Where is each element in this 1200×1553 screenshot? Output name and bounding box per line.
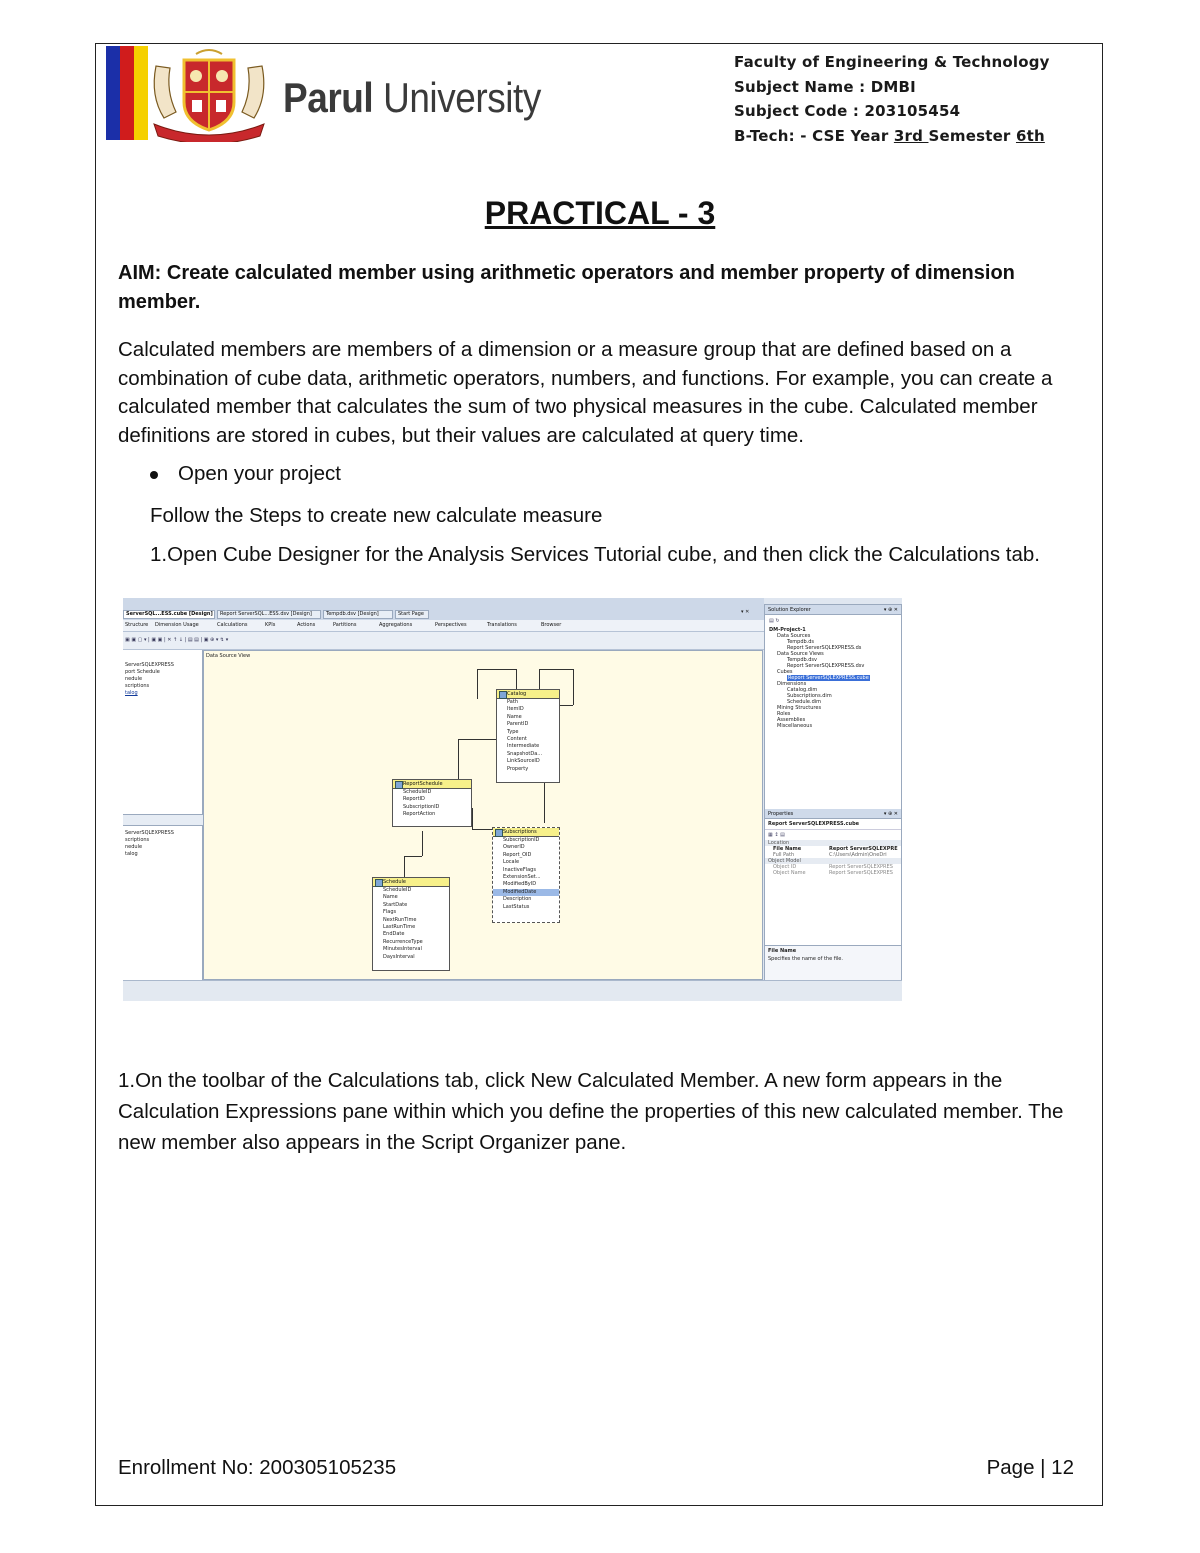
column-row: ScheduleID xyxy=(383,887,412,893)
left-item[interactable]: scriptions xyxy=(125,837,150,843)
tables-pane xyxy=(123,650,203,980)
btech-line xyxy=(734,124,1050,149)
column-row: Locale xyxy=(503,859,520,866)
course-info xyxy=(734,50,1050,148)
rel-line xyxy=(477,669,517,670)
column-row: Description xyxy=(503,896,532,903)
toolbar-icons[interactable]: ▣ ▣ ▢ ▾ | ▣ ▣ | ✕ ↑ ↓ | ▤ ▤ | ▣ ⊕ ▾ ↯ ▾ xyxy=(125,637,229,643)
tree-folder[interactable]: Data Source Views xyxy=(777,651,824,657)
close-doc-icon[interactable]: ▾ ✕ xyxy=(741,609,750,615)
doc-tab-start-page[interactable]: Start Page xyxy=(395,610,429,619)
year-value: 3rd xyxy=(893,126,929,145)
cube-designer-screenshot xyxy=(123,598,902,1001)
column-row: LastStatus xyxy=(503,903,530,910)
column-row: Type xyxy=(507,728,519,735)
table-header: Catalog xyxy=(497,690,559,699)
column-row: Report_OID xyxy=(503,851,532,858)
step-1-text: 1.Open Cube Designer for the Analysis Services Tutorial cube, and then click the Calculations tab. xyxy=(150,543,1040,566)
table-schedule[interactable] xyxy=(372,877,450,971)
rel-line xyxy=(422,831,423,856)
prop-value[interactable]: Report ServerSQLEXPRES xyxy=(829,864,893,870)
prop-label: Object ID xyxy=(773,864,797,870)
column-row: Path xyxy=(507,699,518,705)
column-row: Flags xyxy=(383,909,397,916)
column-row: Intermediate xyxy=(507,743,540,750)
solution-explorer-title xyxy=(765,605,901,615)
prop-row xyxy=(765,870,901,876)
tab-partitions[interactable]: Partitions xyxy=(333,622,357,628)
column-row: ParentID xyxy=(507,721,529,728)
tab-kpis[interactable]: KPIs xyxy=(265,622,276,628)
column-row: ItemID xyxy=(507,706,524,713)
tree-folder[interactable]: Cubes xyxy=(777,669,793,675)
wordmark-bold: Parul xyxy=(283,74,374,121)
subject-name-line: Subject Name : DMBI xyxy=(734,77,916,96)
bullet-item xyxy=(150,462,341,486)
tab-actions[interactable]: Actions xyxy=(297,622,316,628)
column-row: ModifiedByID xyxy=(503,881,537,888)
tab-browser[interactable]: Browser xyxy=(541,622,562,628)
tab-calculations[interactable]: Calculations xyxy=(217,622,248,628)
rel-line xyxy=(404,856,422,857)
page-number: Page | 12 xyxy=(986,1456,1074,1479)
left-item[interactable]: talog xyxy=(125,690,138,696)
tab-translations[interactable]: Translations xyxy=(487,622,517,628)
brand-stripe-red xyxy=(120,46,134,140)
doc-tab-cube[interactable]: ServerSQL...ESS.cube [Design] xyxy=(123,610,215,619)
left-item[interactable]: port Schedule xyxy=(125,669,160,675)
column-row: ExtensionSet... xyxy=(503,874,541,881)
tree-item[interactable]: Subscriptions.dim xyxy=(787,693,832,699)
tab-aggregations[interactable]: Aggregations xyxy=(379,622,413,628)
right-panes xyxy=(764,604,902,982)
table-header: Subscriptions xyxy=(493,828,559,837)
column-row: OwnerID xyxy=(503,844,525,851)
left-item[interactable]: ServerSQLEXPRESS xyxy=(125,662,174,668)
column-row: NextRunTime xyxy=(383,916,417,923)
column-row: ReportID xyxy=(403,796,425,803)
column-row: EndDate xyxy=(383,931,405,938)
prop-label: File Name xyxy=(773,846,802,852)
tree-item-project[interactable]: DM-Project-1 xyxy=(769,627,806,633)
category-object-model[interactable]: Object Model xyxy=(765,858,901,864)
pane-controls-icon[interactable]: ▾ ⊕ ✕ xyxy=(883,607,898,613)
column-row-selected: ModifiedDate xyxy=(493,889,559,896)
solution-tree xyxy=(765,627,901,729)
properties-toolbar-icons[interactable]: ▦ ↕ ▤ xyxy=(768,832,785,838)
column-row: Content xyxy=(507,736,527,743)
column-row: ReportAction xyxy=(403,811,436,818)
tree-item[interactable]: Schedule.dim xyxy=(787,699,821,705)
column-row: MinutesInterval xyxy=(383,946,422,953)
tree-folder[interactable]: Miscellaneous xyxy=(777,723,813,729)
column-row: InactiveFlags xyxy=(503,866,536,873)
tree-item[interactable]: Catalog.dim xyxy=(787,687,818,693)
prop-value[interactable]: Report ServerSQLEXPRES xyxy=(829,870,893,876)
diagram-label: Data Source View xyxy=(206,653,251,659)
column-row: Name xyxy=(383,894,398,901)
tree-folder[interactable]: Roles xyxy=(777,711,791,717)
tree-folder[interactable]: Data Sources xyxy=(777,633,811,639)
solution-explorer-label: Solution Explorer xyxy=(768,607,811,613)
pane-splitter[interactable] xyxy=(123,814,203,826)
table-header: Schedule xyxy=(373,878,449,887)
aim-statement: AIM: Create calculated member using arithmetic operators and member property of dimension member. xyxy=(118,262,1015,313)
rel-line xyxy=(458,739,498,740)
column-row: SnapshotDa... xyxy=(507,750,543,757)
rel-line xyxy=(404,856,405,877)
designer-toolbar xyxy=(123,632,764,650)
brand-stripe-blue xyxy=(106,46,120,140)
tree-item[interactable]: Tempdb.dsv xyxy=(787,657,817,663)
prop-label: Object Name xyxy=(773,870,806,876)
rel-line xyxy=(544,783,545,823)
table-header: ReportSchedule xyxy=(393,780,471,789)
rel-line xyxy=(472,808,473,830)
tab-dimension-usage[interactable]: Dimension Usage xyxy=(155,622,199,628)
left-item[interactable]: talog xyxy=(125,851,138,857)
step-2-text: 1.On the toolbar of the Calculations tab, click New Calculated Member. A new form appears in the Calculation Expressions pane within which you define the properties of this new calculated member. The new member also appears in the Script Organizer pane. xyxy=(118,1069,1064,1154)
intro-paragraph: Calculated members are members of a dimension or a measure group that are defined based on a combination of cube data, arithmetic operators, numbers, and functions. For example, you can create a calculated member that calculates the sum of two physical measures in the cube. Calculated member definitions are stored in cubes, but their values are calculated at query time. xyxy=(118,338,1053,447)
university-wordmark xyxy=(283,74,541,122)
rel-line xyxy=(477,669,478,699)
tree-item-selected[interactable]: Report ServerSQLEXPRESS.cube xyxy=(788,675,869,681)
pane-controls-icon[interactable]: ▾ ⊕ ✕ xyxy=(883,811,898,817)
rel-line xyxy=(559,705,573,706)
properties-object-select[interactable]: Report ServerSQLEXPRESS.cube xyxy=(765,819,901,830)
left-item[interactable]: ServerSQLEXPRESS xyxy=(125,830,174,836)
tree-item[interactable]: Report ServerSQLEXPRESS.dsv xyxy=(787,663,865,669)
properties-pane xyxy=(765,809,901,962)
semester-prefix: Semester xyxy=(928,126,1016,145)
tree-folder[interactable]: Assemblies xyxy=(777,717,806,723)
column-row: Property xyxy=(507,765,529,772)
document-tab-bar xyxy=(123,598,764,620)
tree-item[interactable]: Report ServerSQLEXPRESS.ds xyxy=(787,645,862,651)
designer-tabs xyxy=(123,620,764,632)
left-item[interactable]: nedule xyxy=(125,676,143,682)
column-row: DaysInterval xyxy=(383,953,415,960)
properties-label: Properties xyxy=(768,811,794,817)
category-location[interactable]: Location xyxy=(765,840,901,846)
enrollment-number: Enrollment No: 200305105235 xyxy=(118,1456,397,1479)
tree-folder[interactable]: Mining Structures xyxy=(777,705,822,711)
column-row: RecurrenceType xyxy=(383,938,423,945)
dsv-diagram xyxy=(203,650,763,980)
bullet-dot xyxy=(150,471,158,479)
rel-line xyxy=(573,669,574,705)
subject-code-line: Subject Code : 203105454 xyxy=(734,102,961,120)
prop-value[interactable]: C:\Users\Admin\OneDri xyxy=(829,852,887,858)
properties-title xyxy=(765,809,901,819)
wordmark-rest: University xyxy=(373,74,541,121)
status-bar xyxy=(123,980,902,1001)
column-row: SubscriptionID xyxy=(503,837,540,843)
follow-steps-text: Follow the Steps to create new calculate measure xyxy=(150,504,603,527)
doc-tab-tempdb-dsv[interactable]: Tempdb.dsv [Design] xyxy=(323,610,393,619)
help-title: File Name xyxy=(768,948,797,954)
pane-toolbar-icons[interactable]: ▤ ↻ xyxy=(769,618,780,624)
university-crest-logo xyxy=(146,46,272,142)
faculty-line: Faculty of Engineering & Technology xyxy=(734,53,1050,71)
tab-perspectives[interactable]: Perspectives xyxy=(435,622,467,628)
prop-label: Full Path xyxy=(773,852,795,858)
help-text: Specifies the name of the file. xyxy=(768,956,843,962)
rel-line xyxy=(458,739,459,784)
prop-value[interactable]: Report ServerSQLEXPRE xyxy=(829,846,898,852)
tree-item[interactable]: Tempdb.ds xyxy=(787,639,815,645)
rel-line xyxy=(516,669,517,689)
table-catalog[interactable] xyxy=(496,689,560,783)
page-title: PRACTICAL - 3 xyxy=(484,195,716,231)
bullet-text: Open your project xyxy=(178,462,341,485)
semester-value: 6th xyxy=(1015,126,1045,145)
doc-tab-report-dsv[interactable]: Report ServerSQL...ESS.dsv [Design] xyxy=(217,610,321,619)
left-item[interactable]: nedule xyxy=(125,844,143,850)
column-row: SubscriptionID xyxy=(403,803,440,810)
rel-line xyxy=(539,669,540,689)
column-row: StartDate xyxy=(383,901,408,908)
property-help xyxy=(765,945,901,981)
column-row: Name xyxy=(507,713,522,720)
rel-line xyxy=(539,669,573,670)
rel-line xyxy=(472,829,492,830)
table-reportschedule[interactable] xyxy=(392,779,472,827)
column-row: ScheduleID xyxy=(403,789,432,795)
tab-structure[interactable]: Structure xyxy=(125,622,149,628)
table-subscriptions[interactable] xyxy=(492,827,560,923)
column-row: LastRunTime xyxy=(383,924,416,931)
tree-folder[interactable]: Dimensions xyxy=(777,681,807,687)
left-item[interactable]: scriptions xyxy=(125,683,150,689)
column-row: LinkSourceID xyxy=(507,758,540,765)
btech-prefix: B-Tech: - CSE Year xyxy=(734,126,894,145)
